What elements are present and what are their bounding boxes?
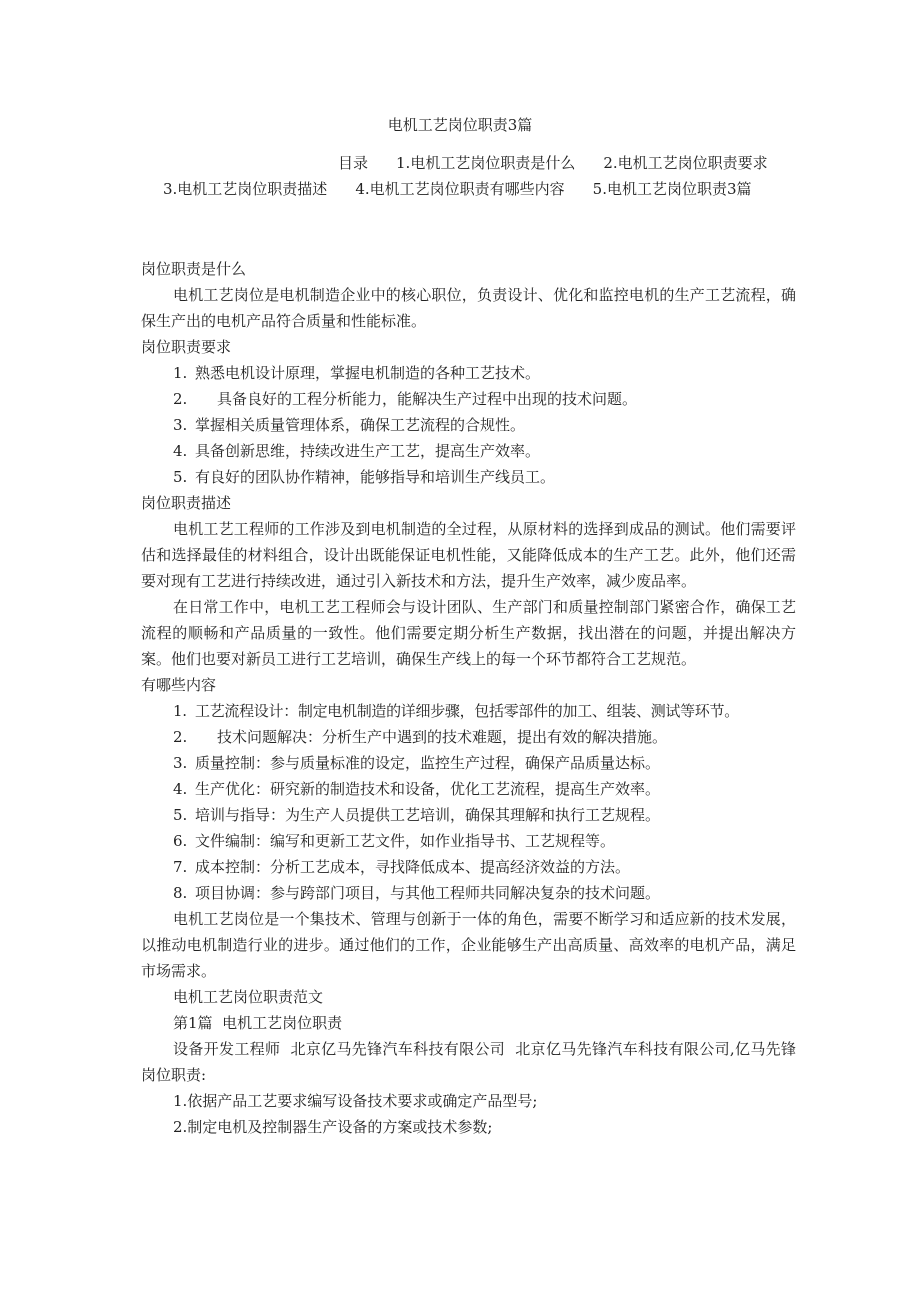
section-description-paragraph: 电机工艺工程师的工作涉及到电机制造的全过程，从原材料的选择到成品的测试。他们需要评估和选择最佳的材料组合，设计出既能保证电机性能，又能降低成本的生产工艺。此外，他们还需要对现有工艺进行持续改进，通过引入新技术和方法，提升生产效率，减少废品率。: [141, 520, 796, 590]
duty-item: 2.制定电机及控制器生产设备的方案或技术参数;: [173, 1118, 493, 1136]
list-item: 2. 具备良好的工程分析能力，能解决生产过程中出现的技术问题。: [173, 390, 638, 408]
list-item: 1. 工艺流程设计：制定电机制造的详细步骤，包括零部件的加工、组装、测试等环节。: [173, 702, 739, 720]
list-item: 2. 技术问题解决：分析生产中遇到的技术难题，提出有效的解决措施。: [173, 728, 668, 746]
toc-entry-4[interactable]: 4.电机工艺岗位职责有哪些内容: [355, 180, 565, 198]
list-item: 5. 有良好的团队协作精神，能够指导和培训生产线员工。: [173, 468, 556, 486]
section-heading-contents: 有哪些内容: [141, 676, 217, 694]
list-item: 6. 文件编制：编写和更新工艺文件，如作业指导书、工艺规程等。: [173, 832, 616, 850]
toc-entry-2[interactable]: 2.电机工艺岗位职责要求: [603, 154, 768, 172]
section-what-paragraph: 电机工艺岗位是电机制造企业中的核心职位，负责设计、优化和监控电机的生产工艺流程，确保生产出的电机产品符合质量和性能标准。: [141, 286, 796, 330]
list-item: 8. 项目协调：参与跨部门项目，与其他工程师共同解决复杂的技术问题。: [173, 884, 661, 902]
table-of-contents: [141, 150, 789, 202]
section-description-paragraph: 在日常工作中，电机工艺工程师会与设计团队、生产部门和质量控制部门紧密合作，确保工艺流程的顺畅和产品质量的一致性。他们需要定期分析生产数据，找出潜在的问题，并提出解决方案。他们也要对新员工进行工艺培训，确保生产线上的每一个环节都符合工艺规范。: [141, 598, 796, 668]
section-heading-description: 岗位职责描述: [141, 494, 232, 512]
article-title: 第1篇 电机工艺岗位职责: [173, 1014, 343, 1032]
section-heading-what: 岗位职责是什么: [141, 260, 247, 278]
list-item: 5. 培训与指导：为生产人员提供工艺培训，确保其理解和执行工艺规程。: [173, 806, 661, 824]
sample-section-title: 电机工艺岗位职责范文: [173, 988, 324, 1006]
section-heading-requirements: 岗位职责要求: [141, 338, 232, 356]
list-item: 3. 质量控制：参与质量标准的设定，监控生产过程，确保产品质量达标。: [173, 754, 661, 772]
section-contents-closing: 电机工艺岗位是一个集技术、管理与创新于一体的角色，需要不断学习和适应新的技术发展，以推动电机制造行业的进步。通过他们的工作，企业能够生产出高质量、高效率的电机产品，满足市场需求。: [141, 910, 796, 980]
toc-entry-3[interactable]: 3.电机工艺岗位职责描述: [163, 180, 328, 198]
list-item: 4. 具备创新思维，持续改进生产工艺，提高生产效率。: [173, 442, 541, 460]
toc-entry-1[interactable]: 1.电机工艺岗位职责是什么: [396, 154, 576, 172]
list-item: 7. 成本控制：分析工艺成本，寻找降低成本、提高经济效益的方法。: [173, 858, 631, 876]
list-item: 4. 生产优化：研究新的制造技术和设备，优化工艺流程，提高生产效率。: [173, 780, 661, 798]
toc-entry-5[interactable]: 5.电机工艺岗位职责3篇: [592, 180, 752, 198]
document-body: [141, 256, 806, 1140]
list-item: 1. 熟悉电机设计原理，掌握电机制造的各种工艺技术。: [173, 364, 541, 382]
document-title: 电机工艺岗位职责3篇: [387, 116, 533, 134]
duty-item: 1.依据产品工艺要求编写设备技术要求或确定产品型号;: [173, 1092, 538, 1110]
toc-label: 目录: [338, 154, 369, 172]
list-item: 3. 掌握相关质量管理体系，确保工艺流程的合规性。: [173, 416, 526, 434]
job-intro: 设备开发工程师 北京亿马先锋汽车科技有限公司 北京亿马先锋汽车科技有限公司,亿马先锋 岗位职责:: [141, 1040, 806, 1084]
